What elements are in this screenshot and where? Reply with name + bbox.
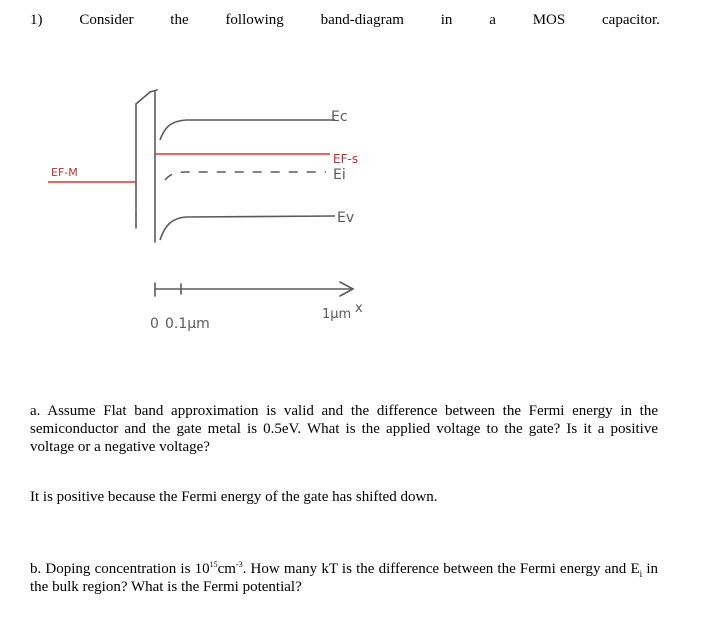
header-word-in: in: [440, 12, 453, 28]
x-axis-arrow: [155, 282, 353, 296]
question-b-text: [30, 560, 658, 596]
header-word-mos: MOS: [532, 12, 566, 28]
header-word-capacitor: capacitor.: [602, 12, 660, 28]
label-ei: Ei: [333, 167, 346, 183]
label-x2: 1μm: [322, 307, 352, 322]
label-ef-m: EF-M: [51, 166, 78, 179]
question-b-subscript-i: i: [639, 569, 643, 579]
label-x0: 0: [150, 316, 159, 332]
header-word-a: a: [489, 12, 496, 28]
question-b-exponent2: -3: [235, 560, 243, 569]
label-ev: Ev: [337, 210, 355, 226]
label-xaxis: x: [355, 301, 363, 316]
conduction-band-line: [160, 120, 335, 140]
label-ef-s: EF-s: [333, 152, 359, 166]
header-word-following: following: [225, 12, 284, 28]
oxide-box: [136, 90, 157, 242]
question-b-exponent1: 15: [209, 560, 218, 569]
header-word-the: the: [170, 12, 189, 28]
valence-band-line: [160, 216, 335, 240]
intrinsic-level-line: [165, 172, 326, 180]
question-b-part3: in the bulk region? What is the Fermi potential?: [30, 561, 658, 595]
question-b-unit: cm: [217, 561, 236, 577]
header-word-band-diagram: band-diagram: [320, 12, 404, 28]
header-word-number: 1): [30, 12, 43, 28]
label-ec: Ec: [331, 109, 348, 125]
question-b-part2: . How many kT is the difference between the Fermi energy and E: [242, 561, 640, 577]
question-a-text: a. Assume Flat band approximation is valid and the difference between the Fermi energy in the semiconductor and the gate metal is 0.5eV. What is the applied voltage to the gate? Is it a positive voltage or a negative voltage?: [30, 403, 658, 455]
header-word-consider: Consider: [79, 12, 134, 28]
question-b-part1: b. Doping concentration is 10: [30, 561, 210, 577]
label-x1: 0.1μm: [165, 316, 210, 332]
answer-a-text: It is positive because the Fermi energy of the gate has shifted down.: [30, 489, 438, 505]
